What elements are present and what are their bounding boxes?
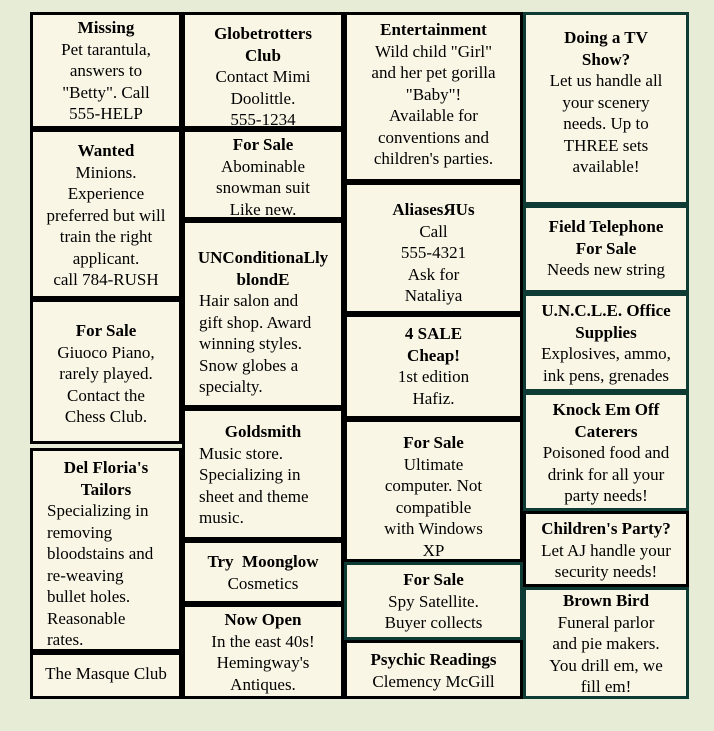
ad-title: Field Telephone For Sale — [548, 217, 664, 258]
ad-globetrotters-club — [182, 12, 344, 129]
ad-title: U.N.C.L.E. Office Supplies — [541, 301, 671, 342]
ad-body: Abominable snowman suit Like new. — [216, 156, 310, 219]
ad-field-telephone — [523, 205, 689, 293]
ad-title: Missing — [77, 18, 135, 37]
ad-title: Doing a TV Show? — [564, 28, 648, 69]
ad-body: Contact Mimi Doolittle. 555-1234 — [215, 67, 311, 129]
ad-knock-em-off-caterers — [523, 392, 689, 511]
ad-title: Now Open — [224, 610, 302, 629]
ad-title: Brown Bird — [562, 591, 650, 610]
ad-moonglow-cosmetics — [182, 540, 344, 604]
ad-psychic-readings — [344, 640, 523, 699]
ad-body: Funeral parlor and pie makers. You drill em, we fill em! — [549, 612, 663, 696]
ad-title: For Sale — [75, 321, 137, 340]
ad-body: Specializing in removing bloodstains and re-weaving bullet holes. Reasonable rates. — [47, 501, 154, 649]
ad-body: Cosmetics — [227, 573, 299, 593]
ad-title: Entertainment — [380, 20, 487, 39]
ad-body: Music store. Specializing in sheet and theme music. — [199, 443, 309, 527]
ad-body: Call 555-4321 Ask for Nataliya — [400, 221, 467, 305]
ad-title: Psychic Readings — [370, 650, 497, 669]
ad-body: Hair salon and gift shop. Award winning styles. Snow globes a specialty. — [199, 291, 312, 396]
ad-uncle-office-supplies — [523, 293, 689, 392]
ad-title: Try Moonglow — [207, 552, 319, 571]
ad-childrens-party — [523, 511, 689, 587]
ad-body: The Masque Club — [45, 664, 167, 683]
ad-unconditionally-blonde — [182, 220, 344, 408]
ad-body: Wild child "Girl" and her pet gorilla "Baby"! Available for conventions and children's parties. — [371, 41, 496, 168]
ad-body: Giuoco Piano, rarely played. Contact the Chess Club. — [57, 342, 155, 426]
ad-body: Let us handle all your scenery needs. Up to THREE sets available! — [549, 71, 663, 176]
ad-now-open — [182, 604, 344, 699]
ad-body: 1st edition Hafiz. — [397, 367, 470, 408]
ad-goldsmith — [182, 408, 344, 540]
ad-title: Children's Party? — [541, 519, 671, 538]
ad-title: Wanted — [77, 141, 135, 160]
ad-title: Knock Em Off Caterers — [552, 400, 660, 441]
ad-body: Explosives, ammo, ink pens, grenades — [541, 344, 671, 385]
ad-del-florias-tailors — [30, 448, 182, 652]
ad-title: Goldsmith — [224, 422, 302, 441]
ad-body: Minions. Experience preferred but will train the right applicant. call 784-RUSH — [46, 162, 166, 289]
ad-title: Globetrotters Club — [214, 24, 312, 65]
ad-title: For Sale — [232, 135, 294, 154]
ad-brown-bird — [523, 587, 689, 699]
ad-title: For Sale — [403, 570, 464, 589]
ad-masque-club — [30, 652, 182, 699]
ad-4-sale-cheap — [344, 314, 523, 419]
ad-aliases-r-us — [344, 182, 523, 314]
ad-body: Spy Satellite. Buyer collects — [384, 591, 483, 632]
ad-body: Let AJ handle your security needs! — [541, 540, 671, 581]
ad-body: Needs new string — [546, 260, 666, 279]
ad-body: Ultimate computer. Not compatible with Windows XP — [384, 454, 483, 560]
ad-title: AliasesЯUs — [392, 200, 475, 219]
ad-title: UNConditionaLly blondE — [197, 248, 329, 289]
ad-wanted — [30, 129, 182, 299]
ad-for-sale-spy-satellite — [344, 562, 523, 640]
ad-title: For Sale — [403, 433, 464, 452]
ad-for-sale-giuoco-piano — [30, 299, 182, 444]
ad-for-sale-ultimate-computer — [344, 419, 523, 562]
ad-body: Poisoned food and drink for all your party needs! — [542, 443, 670, 505]
ad-title: 4 SALE Cheap! — [404, 324, 463, 365]
ad-title: Del Floria's Tailors — [63, 458, 149, 499]
ad-body: Pet tarantula, answers to "Betty". Call 555-HELP — [61, 39, 151, 123]
ad-doing-a-tv-show — [523, 12, 689, 205]
ad-body: In the east 40s! Hemingway's Antiques. — [211, 631, 315, 694]
ad-body: Clemency McGill — [372, 671, 495, 691]
ad-entertainment — [344, 12, 523, 182]
ad-missing — [30, 12, 182, 129]
ad-for-sale-snowman-suit — [182, 129, 344, 220]
